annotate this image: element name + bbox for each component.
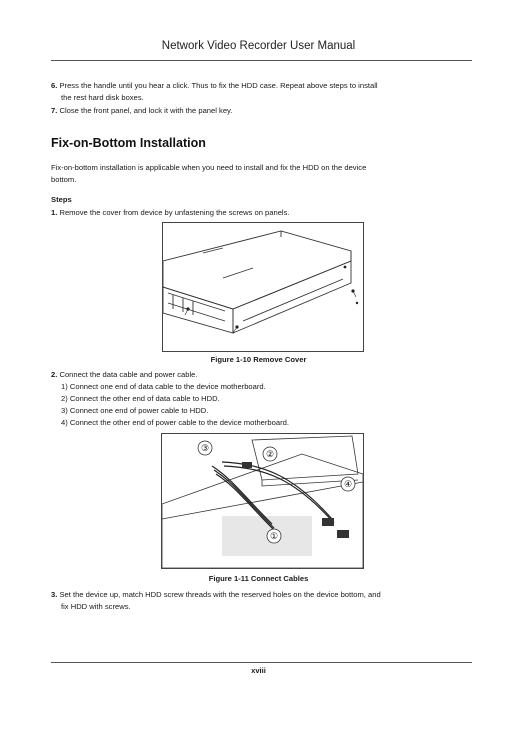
step-text-continued: the rest hard disk boxes.: [61, 93, 144, 103]
step-7: [51, 105, 471, 117]
callout-3: ③: [200, 443, 210, 453]
substep: 4) Connect the other end of power cable to the device motherboard.: [61, 418, 289, 427]
step-3: [51, 589, 471, 614]
substep: 3) Connect one end of power cable to HDD.: [61, 406, 209, 415]
callout-2: ②: [265, 449, 275, 459]
step-number: 6.: [51, 81, 58, 90]
section-description: [51, 162, 471, 187]
figure-caption: Figure 1-11 Connect Cables: [208, 574, 309, 583]
description-line: bottom.: [51, 175, 77, 185]
step-text: Connect the data cable and power cable.: [59, 370, 198, 379]
callout-1: ①: [269, 531, 279, 541]
step-text-continued: fix HDD with screws.: [61, 602, 131, 612]
substep: 1) Connect one end of data cable to the device motherboard.: [61, 382, 266, 391]
step-number: 1.: [51, 208, 58, 217]
header-divider: [51, 60, 472, 61]
step-6: [51, 80, 471, 105]
step-number: 7.: [51, 106, 58, 115]
section-title: Fix-on-Bottom Installation: [51, 136, 206, 150]
step-text: Remove the cover from device by unfastening the screws on panels.: [59, 208, 290, 217]
step-text: Set the device up, match HDD screw threads with the reserved holes on the device bottom, and: [59, 590, 381, 599]
cable-connection-illustration: [162, 434, 363, 568]
step-text: Press the handle until you hear a click. Thus to fix the HDD case. Repeat above steps to install: [59, 81, 378, 90]
step-number: 3.: [51, 590, 58, 599]
nvr-cover-illustration: [163, 223, 363, 351]
page-number: xviii: [251, 666, 266, 675]
callout-4: ④: [343, 479, 353, 489]
remove-cover-figure: [162, 222, 364, 352]
step-number: 2.: [51, 370, 58, 379]
footer-divider: [51, 662, 472, 663]
substep: 2) Connect the other end of data cable to HDD.: [61, 394, 220, 403]
description-line: Fix-on-bottom installation is applicable when you need to install and fix the HDD on the device: [51, 163, 367, 172]
step-2: [51, 369, 471, 381]
connect-cables-figure: [161, 433, 364, 569]
step-text: Close the front panel, and lock it with the panel key.: [59, 106, 233, 115]
page-header-title: Network Video Recorder User Manual: [161, 40, 356, 52]
figure-caption: Figure 1-10 Remove Cover: [210, 355, 307, 364]
steps-label: Steps: [51, 195, 72, 204]
step-1: [51, 207, 471, 219]
